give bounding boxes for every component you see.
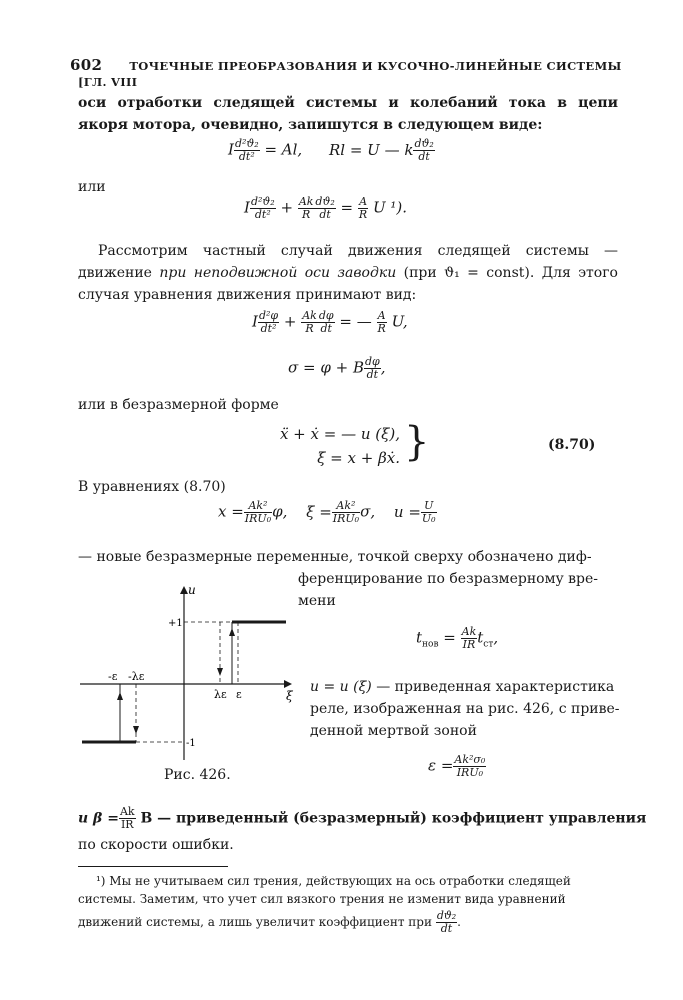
- equation-label: (8.70): [548, 437, 596, 453]
- running-title: ТОЧЕЧНЫЕ ПРЕОБРАЗОВАНИЯ И КУСОЧНО-ЛИНЕЙНЫЕ СИСТЕМЫ: [129, 59, 622, 73]
- paragraph-5-line-3: мени: [298, 593, 336, 609]
- word-ili-1: или: [78, 179, 106, 195]
- eps-label: ε: [236, 688, 242, 701]
- paragraph-6-line-2: реле, изображенная на рис. 426, с приве-: [310, 701, 620, 717]
- paragraph-7: и β = $\frac{Ak}{IR}$ B — приведенный (безразмерный) коэффициент управления: [78, 805, 647, 831]
- paragraph-1: оси отработки следящей системы и колебаний тока в цепи якоря мотора, очевидно, запишутся в следующем виде:: [78, 95, 618, 133]
- footnote-line-3: движений системы, а лишь увеличит коэффициент при $\frac{\text{dϑ₂}}{dt}$ .: [78, 909, 461, 935]
- paragraph-5-line-2: ференцирование по безразмерному вре-: [298, 571, 599, 587]
- paragraph-4: В уравнениях (8.70): [78, 479, 226, 495]
- equation-7: ε = Ak²σ₀ IRU₀: [428, 753, 486, 779]
- equation-1: I $\frac{\text{d²ϑ₂}}{\text{dt²}}$ = Al, Rl = U — k $\frac{\text{dϑ₂}}{dt}$: [228, 137, 434, 163]
- neg-eps-label: -ε: [108, 670, 118, 683]
- paragraph-6-line-1: u = u (ξ) — приведенная характеристика: [310, 679, 615, 695]
- plus-one-label: +1: [168, 618, 183, 629]
- footnote-line-2: системы. Заметим, что учет сил вязкого трения не изменит вида уравнений: [78, 892, 566, 906]
- up-arrow: [229, 628, 235, 636]
- minus-one-label: -1: [186, 738, 196, 749]
- running-header: [70, 56, 630, 90]
- lambda-eps-label: λε: [214, 688, 227, 701]
- equation-3: I $\frac{\text{d²φ}}{\text{dt²}}$ + $\frac{Ak}{R}$ $\frac{d\varphi}{dt}$ = — $\frac{A}{R}$ U,: [252, 309, 408, 335]
- equation-4: σ = φ + B $\frac{d\varphi}{dt}$ ,: [288, 355, 386, 381]
- xi-axis-arrow: [284, 680, 292, 688]
- brace: }: [404, 419, 430, 465]
- page-number: 602: [70, 56, 103, 74]
- equation-8-70: ẍ + ẋ = — u (ξ), ξ = x + βẋ.: [279, 425, 400, 467]
- paragraph-3: или в безразмерной форме: [78, 397, 279, 413]
- relay-characteristic-figure: [76, 580, 296, 780]
- paragraph-6-line-3: денной мертвой зоной: [310, 723, 477, 739]
- neg-up-arrow: [117, 692, 123, 700]
- axis-u-label: u: [188, 583, 196, 597]
- paragraph-7-line-2: по скорости ошибки.: [78, 837, 234, 853]
- equation-2: I $\frac{\text{d²ϑ₂}}{\text{dt²}}$ + $\frac{Ak}{R}$ $\frac{\text{dϑ₂}}{dt}$ = $\frac{A}{R}$ U ¹).: [244, 195, 408, 221]
- chapter-label: [ГЛ. VIII: [78, 75, 138, 89]
- neg-lambda-eps-label: -λε: [128, 670, 145, 683]
- u-axis-arrow: [180, 586, 188, 594]
- footnote-rule: [78, 866, 228, 867]
- paragraph-5-line-1: — новые безразмерные переменные, точкой сверху обозначено диф-: [78, 549, 592, 565]
- down-arrow: [217, 668, 223, 676]
- axis-xi-label: ξ: [286, 689, 293, 703]
- figure-caption: Рис. 426.: [164, 767, 231, 783]
- equation-5: x = Ak² IRU₀ φ, ξ = Ak² IRU₀ σ, u = $\frac{U}{\text{U₀}}$: [218, 499, 436, 525]
- equation-6: $t_{нов}$ = $\frac{Ak}{IR}$ $t_{ст}$,: [416, 625, 499, 651]
- neg-down-arrow: [133, 726, 139, 734]
- paragraph-2: Рассмотрим частный случай движения следящей системы — движение при неподвижной оси заводки (при ϑ₁ = const). Для этого случая уравнения движения принимают вид:: [78, 243, 618, 303]
- footnote-line-1: ¹) Мы не учитываем сил трения, действующих на ось отработки следящей: [96, 874, 571, 888]
